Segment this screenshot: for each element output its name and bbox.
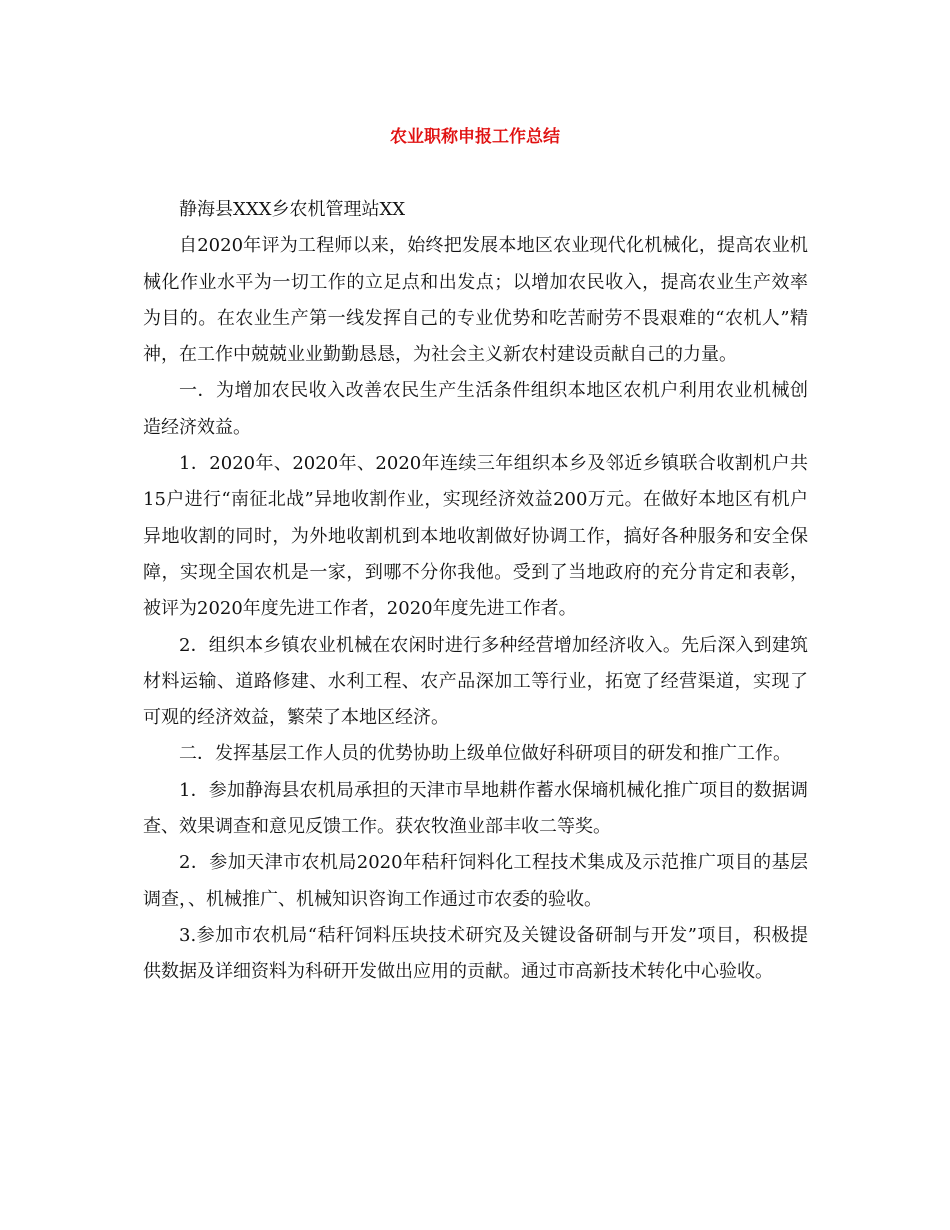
section-heading-1: 一．为增加农民收入改善农民生产生活条件组织本地区农机户利用农业机械创造经济效益。 xyxy=(143,380,808,438)
paragraph-item: 2．参加天津市农机局2020年秸秆饲料化工程技术集成及示范推广项目的基层调查，、机械推广、机械知识咨询工作通过市农委的验收。 xyxy=(143,852,808,910)
document-body xyxy=(143,192,808,991)
section-heading-2: 二．发挥基层工作人员的优势协助上级单位做好科研项目的研发和推广工作。 xyxy=(179,743,791,765)
paragraph-author: 静海县XXX乡农机管理站XX xyxy=(179,199,406,220)
paragraph-item: 1．参加静海县农机局承担的天津市旱地耕作蓄水保墒机械化推广项目的数据调查、效果调查和意见反馈工作。获农牧渔业部丰收二等奖。 xyxy=(143,779,808,838)
paragraph-item: 2．组织本乡镇农业机械在农闲时进行多种经营增加经济收入。先后深入到建筑材料运输、道路修建、水利工程、农产品深加工等行业，拓宽了经营渠道，实现了可观的经济效益，繁荣了本地区经济。 xyxy=(143,634,808,729)
paragraph-intro: 自2020年评为工程师以来，始终把发展本地区农业现代化机械化，提高农业机械化作业水平为一切工作的立足点和出发点；以增加农民收入，提高农业生产效率为目的。在农业生产第一线发挥自己的专业优势和吃苦耐劳不畏艰难的“农机人”精神，在工作中兢兢业业勤勤恳恳，为社会主义新农村建设贡献自己的力量。 xyxy=(143,235,808,366)
paragraph-item: 3.参加市农机局“秸秆饲料压块技术研究及关键设备研制与开发”项目，积极提供数据及详细资料为科研开发做出应用的贡献。通过市高新技术转化中心验收。 xyxy=(143,924,808,983)
paragraph-item: 1．2020年、2020年、2020年连续三年组织本乡及邻近乡镇联合收割机户共15户进行“南征北战”异地收割作业，实现经济效益200万元。在做好本地区有机户异地收割的同时，为外地收割机到本地收割做好协调工作，搞好各种服务和安全保障，实现全国农机是一家，到哪不分你我他。受到了当地政府的充分肯定和表彰，被评为2020年度先进工作者，2020年度先进工作者。 xyxy=(143,453,808,620)
document-title: 农业职称申报工作总结 xyxy=(390,127,560,147)
